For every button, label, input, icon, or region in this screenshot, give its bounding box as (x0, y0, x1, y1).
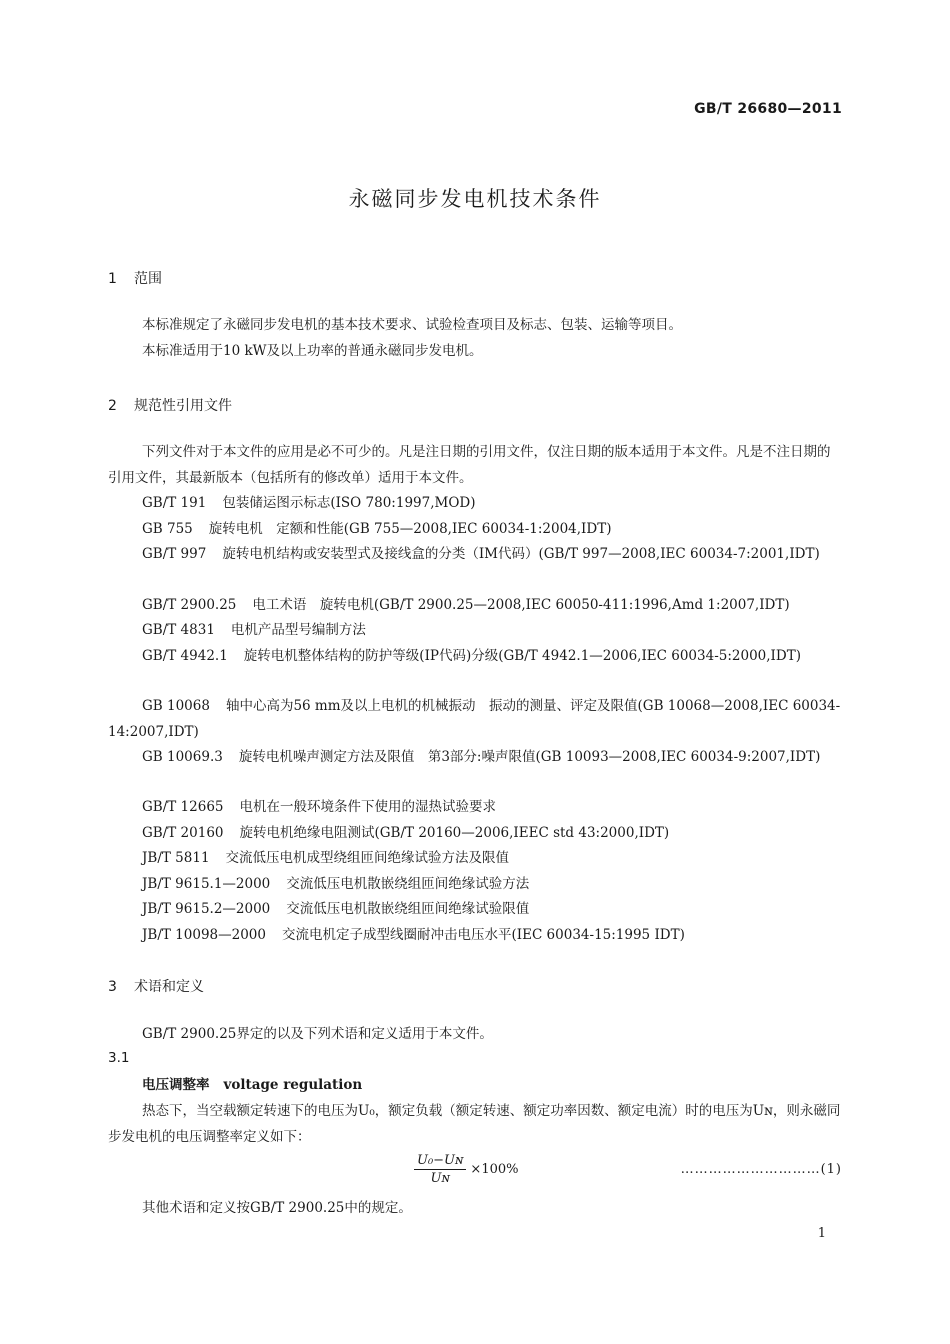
reference-item (108, 694, 842, 745)
reference-item (108, 846, 842, 872)
reference-code: GB/T 4831 (142, 622, 215, 638)
reference-title: 交流低压电机散嵌绕组匝间绝缘试验方法 (286, 876, 530, 892)
reference-item (108, 644, 842, 670)
reference-item (108, 897, 842, 923)
reference-title: 电工术语 旋转电机(GB/T 2900.25—2008,IEC 60050-411:1996,Amd 1:2007,IDT) (252, 597, 790, 613)
reference-item (108, 821, 842, 847)
subclause-number: 3.1 (108, 1050, 130, 1066)
section-number: 3 (108, 979, 117, 995)
reference-item (108, 745, 842, 771)
page-number: 1 (817, 1226, 826, 1241)
reference-code: JB/T 9615.1—2000 (142, 876, 271, 892)
reference-title: 旋转电机 定额和性能(GB 755—2008,IEC 60034-1:2004,IDT) (208, 521, 612, 537)
reference-item (108, 517, 842, 543)
formula-1 (414, 1153, 518, 1186)
terms-closing: 其他术语和定义按GB/T 2900.25中的规定。 (142, 1200, 412, 1216)
section-1-heading (108, 268, 162, 288)
reference-item (108, 923, 842, 949)
reference-code: GB/T 997 (142, 546, 207, 562)
fraction-numerator: U₀−Uɴ (414, 1153, 466, 1170)
reference-code: GB/T 12665 (142, 799, 224, 815)
reference-code: GB 755 (142, 521, 193, 537)
reference-title: 旋转电机噪声测定方法及限值 第3部分:噪声限值(GB 10093—2008,IEC 60034-9:2007,IDT) (238, 749, 821, 765)
reference-title: 旋转电机结构或安装型式及接线盒的分类（IM代码）(GB/T 997—2008,IEC 60034-7:2001,IDT) (222, 546, 820, 562)
term-chinese: 电压调整率 (142, 1077, 210, 1093)
reference-item (108, 872, 842, 898)
section-3-heading (108, 976, 204, 996)
reference-title: 旋转电机整体结构的防护等级(IP代码)分级(GB/T 4942.1—2006,IEC 60034-5:2000,IDT) (243, 648, 801, 664)
reference-item (108, 593, 842, 619)
reference-item (108, 542, 842, 568)
section-number: 2 (108, 398, 117, 414)
reference-title: 轴中心高为56 mm及以上电机的机械振动 振动的测量、评定及限值(GB 10068—2008,IEC 60034-14:2007,IDT) (108, 698, 841, 740)
reference-code: GB 10068 (142, 698, 210, 714)
reference-item (108, 618, 842, 644)
reference-title: 交流低压电机散嵌绕组匝间绝缘试验限值 (286, 901, 530, 917)
reference-code: GB/T 20160 (142, 825, 224, 841)
reference-code: JB/T 10098—2000 (142, 927, 266, 943)
fraction (414, 1153, 466, 1186)
section-2-heading (108, 395, 232, 415)
document-title: 永磁同步发电机技术条件 (348, 187, 602, 211)
reference-code: GB/T 4942.1 (142, 648, 228, 664)
reference-code: GB/T 2900.25 (142, 597, 237, 613)
reference-item (108, 795, 842, 821)
term-definition: 热态下，当空载额定转速下的电压为U₀，额定负载（额定转速、额定功率因数、额定电流）时的电压为Uɴ，则永磁同步发电机的电压调整率定义如下： (108, 1103, 841, 1145)
reference-title: 包装储运图示标志(ISO 780:1997,MOD) (222, 495, 476, 511)
equation-number: …………………………(1) (680, 1162, 842, 1177)
fraction-denominator: Uɴ (430, 1171, 450, 1186)
section-title: 规范性引用文件 (134, 398, 232, 414)
reference-title: 电机在一般环境条件下使用的湿热试验要求 (239, 799, 496, 815)
reference-code: GB 10069.3 (142, 749, 223, 765)
reference-code: JB/T 5811 (142, 850, 210, 866)
reference-title: 电机产品型号编制方法 (230, 622, 366, 638)
scope-paragraph-1: 本标准规定了永磁同步发电机的基本技术要求、试验检查项目及标志、包装、运输等项目。 (142, 317, 682, 333)
section-title: 范围 (134, 271, 162, 287)
term-english: voltage regulation (223, 1077, 363, 1093)
references-intro: 下列文件对于本文件的应用是必不可少的。凡是注日期的引用文件，仅注日期的版本适用于本文件。凡是不注日期的引用文件，其最新版本（包括所有的修改单）适用于本文件。 (108, 444, 831, 486)
reference-title: 交流电机定子成型线圈耐冲击电压水平(IEC 60034-15:1995 IDT) (281, 927, 685, 943)
reference-title: 交流低压电机成型绕组匝间绝缘试验方法及限值 (225, 850, 510, 866)
standard-code: GB/T 26680—2011 (694, 101, 842, 117)
term-entry (142, 1073, 842, 1099)
reference-title: 旋转电机绝缘电阻测试(GB/T 20160—2006,IEEC std 43:2000,IDT) (239, 825, 670, 841)
section-title: 术语和定义 (134, 979, 204, 995)
reference-code: GB/T 191 (142, 495, 207, 511)
multiplier: ×100% (470, 1162, 519, 1177)
terms-intro: GB/T 2900.25界定的以及下列术语和定义适用于本文件。 (142, 1026, 493, 1042)
reference-code: JB/T 9615.2—2000 (142, 901, 271, 917)
reference-item (108, 491, 842, 517)
scope-paragraph-2: 本标准适用于10 kW及以上功率的普通永磁同步发电机。 (142, 343, 483, 359)
section-number: 1 (108, 271, 117, 287)
